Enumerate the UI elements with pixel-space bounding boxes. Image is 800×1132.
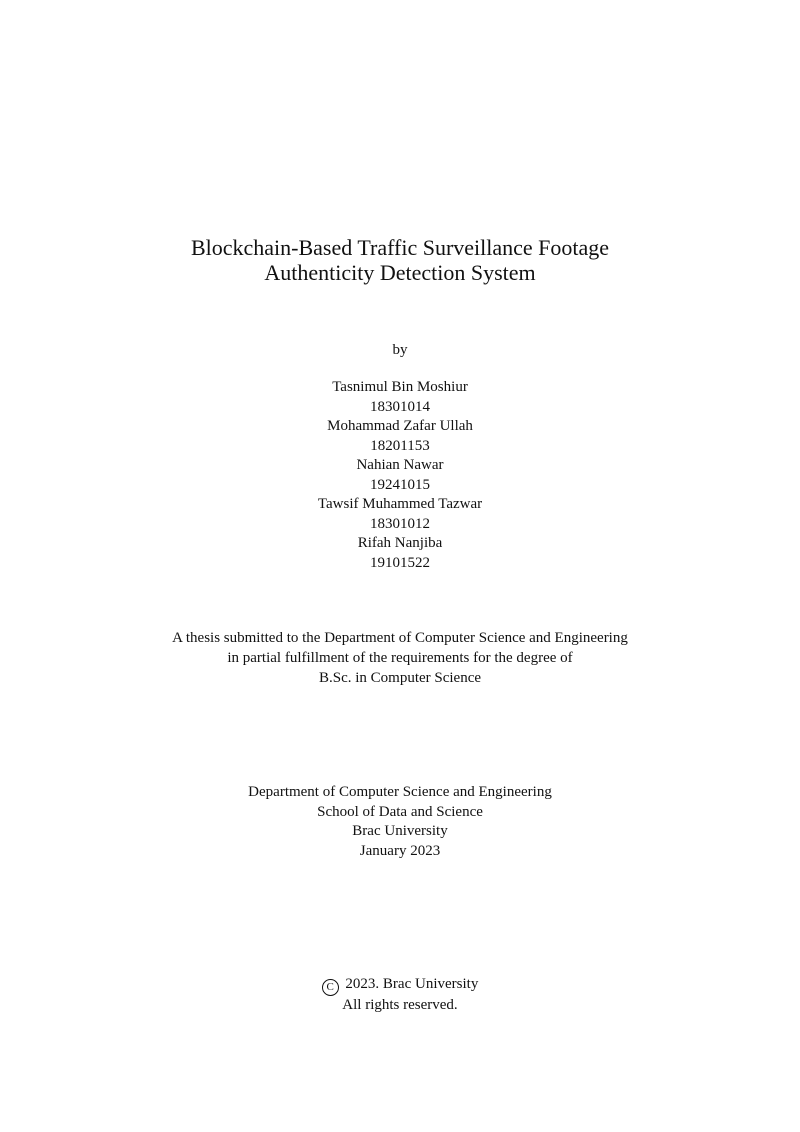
- author-name: Tasnimul Bin Moshiur: [332, 379, 468, 395]
- degree-name: B.Sc. in Computer Science: [318, 670, 482, 686]
- thesis-title-line-1: Blockchain-Based Traffic Surveillance Footage: [190, 235, 610, 260]
- author-id: 19101522: [370, 554, 430, 571]
- submission-date: January 2023: [359, 842, 441, 859]
- author-id: 18301014: [370, 398, 430, 415]
- copyright-icon: C: [322, 979, 339, 996]
- by-label: by: [392, 342, 408, 358]
- author-id: 18201153: [370, 437, 430, 454]
- author-name: Rifah Nanjiba: [357, 535, 443, 551]
- submission-line-2: in partial fulfillment of the requirements for the degree of: [227, 650, 573, 666]
- author-id: 18301012: [370, 515, 430, 532]
- thesis-title-line-2: Authenticity Detection System: [264, 260, 536, 285]
- department-name: Department of Computer Science and Engineering: [248, 784, 552, 800]
- submission-line-1: A thesis submitted to the Department of Computer Science and Engineering: [172, 630, 628, 646]
- author-name: Tawsif Muhammed Tazwar: [317, 496, 483, 512]
- copyright-notice: [0, 975, 800, 1016]
- author-name: Mohammad Zafar Ullah: [327, 418, 473, 434]
- rights-reserved: All rights reserved.: [342, 997, 458, 1013]
- author-id: 19241015: [370, 476, 430, 493]
- copyright-text: 2023. Brac University: [345, 976, 479, 992]
- thesis-title: [0, 235, 800, 285]
- author-name: Nahian Nawar: [356, 457, 444, 473]
- school-name: School of Data and Science: [317, 803, 483, 820]
- copyright-line: [0, 975, 800, 996]
- submission-statement: [0, 628, 800, 688]
- author-list: [0, 378, 800, 573]
- institution-block: [0, 783, 800, 861]
- university-name: Brac University: [352, 823, 448, 839]
